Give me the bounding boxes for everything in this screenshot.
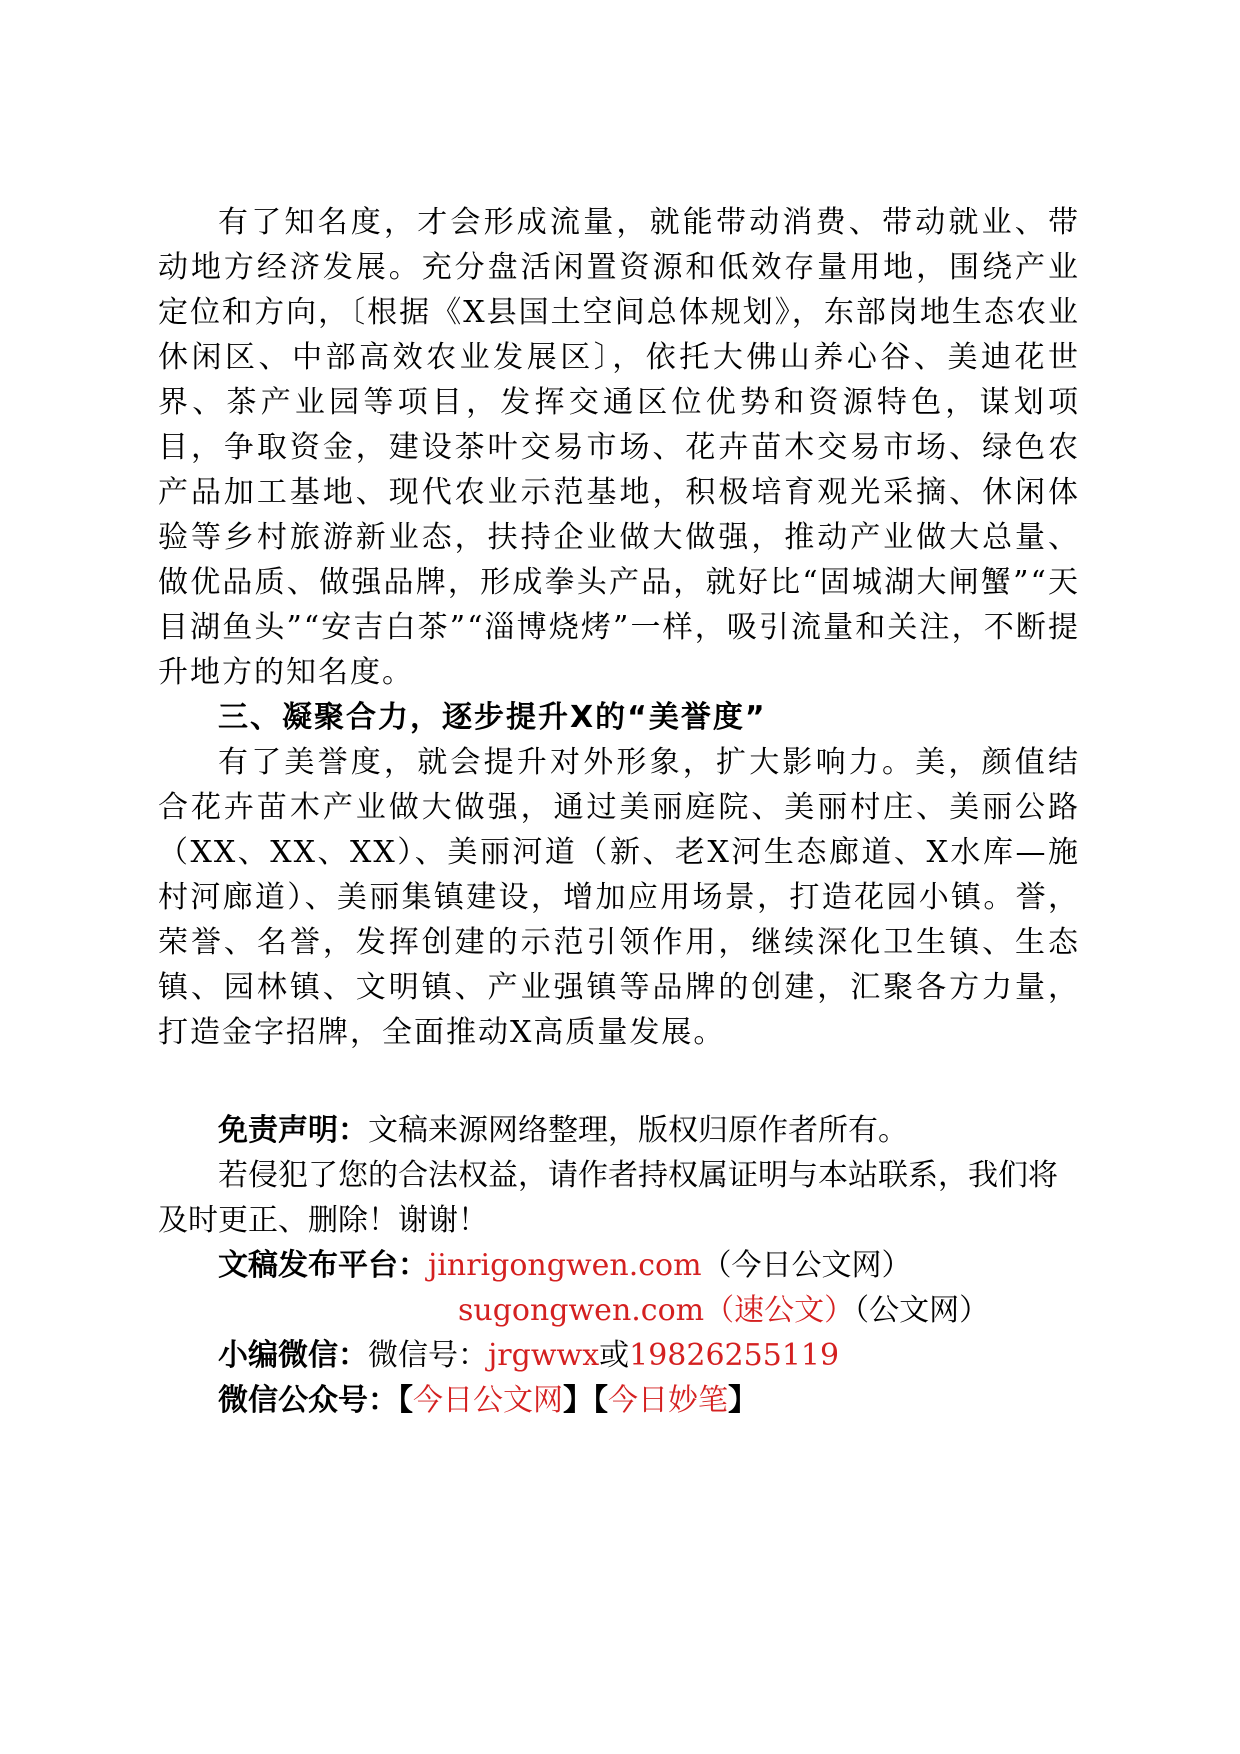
- wechat-id: jrgwwx: [488, 1338, 600, 1373]
- wechat-line: [158, 1333, 1080, 1378]
- section-heading-3: 三、凝聚合力，逐步提升X的“美誉度”: [218, 700, 767, 735]
- platform2-link[interactable]: sugongwen.com（速公文）: [458, 1293, 855, 1328]
- article-body: [158, 200, 1080, 1055]
- official-account-label: 微信公众号：: [218, 1383, 398, 1418]
- disclaimer-label: 免责声明：: [218, 1113, 368, 1148]
- disclaimer-block: [158, 1108, 1080, 1423]
- paragraph-honor: 有了美誉度，就会提升对外形象，扩大影响力。美，颜值结合花卉苗木产业做大做强，通过美丽庭院、美丽村庄、美丽公路（XX、XX、XX）、美丽河道（新、老X河生态廊道、X水库—施村河廊道）、美丽集镇建设，增加应用场景，打造花园小镇。誉，荣誉、名誉，发挥创建的示范引领作用，继续深化卫生镇、生态镇、园林镇、文明镇、产业强镇等品牌的创建，汇聚各方力量，打造金字招牌，全面推动X高质量发展。: [158, 745, 1080, 1050]
- platform1-link[interactable]: jinrigongwen.com: [428, 1248, 702, 1283]
- official-account-2: 今日妙笔: [608, 1383, 728, 1418]
- disclaimer-line: [158, 1108, 1080, 1153]
- wechat-label: 小编微信：: [218, 1338, 368, 1373]
- bracket-close-2: 】: [728, 1383, 758, 1418]
- wechat-phone: 19826255119: [629, 1338, 840, 1373]
- official-account-line: [158, 1378, 1080, 1423]
- bracket-close-1: 】: [563, 1383, 593, 1418]
- platform2-name: （公文网）: [854, 1293, 990, 1328]
- disclaimer-contact-text: 若侵犯了您的合法权益，请作者持权属证明与本站联系，我们将及时更正、删除！谢谢！: [158, 1158, 1058, 1238]
- platform-label: 文稿发布平台：: [218, 1248, 428, 1283]
- bracket-open-1: 【: [398, 1383, 413, 1418]
- wechat-prefix: 微信号：: [368, 1338, 488, 1373]
- paragraph-reputation: 有了知名度，才会形成流量，就能带动消费、带动就业、带动地方经济发展。充分盘活闲置资源和低效存量用地，围绕产业定位和方向，〔根据《X县国土空间总体规划》，东部岗地生态农业休闲区、中部高效农业发展区〕，依托大佛山养心谷、美迪花世界、茶产业园等项目，发挥交通区位优势和资源特色，谋划项目，争取资金，建设茶叶交易市场、花卉苗木交易市场、绿色农产品加工基地、现代农业示范基地，积极培育观光采摘、休闲体验等乡村旅游新业态，扶持企业做大做强，推动产业做大总量、做优品质、做强品牌，形成拳头产品，就好比“固城湖大闸蟹”“天目湖鱼头”“安吉白茶”“淄博烧烤”一样，吸引流量和关注，不断提升地方的知名度。: [158, 205, 1080, 690]
- official-account-1: 今日公文网: [413, 1383, 563, 1418]
- bracket-open-2: 【: [593, 1383, 608, 1418]
- platform-line: [158, 1243, 1080, 1288]
- disclaimer-text: 文稿来源网络整理，版权归原作者所有。: [368, 1113, 908, 1148]
- platform-line-2: [158, 1288, 1080, 1333]
- wechat-or: 或: [599, 1338, 630, 1373]
- platform1-name: （今日公文网）: [701, 1248, 912, 1283]
